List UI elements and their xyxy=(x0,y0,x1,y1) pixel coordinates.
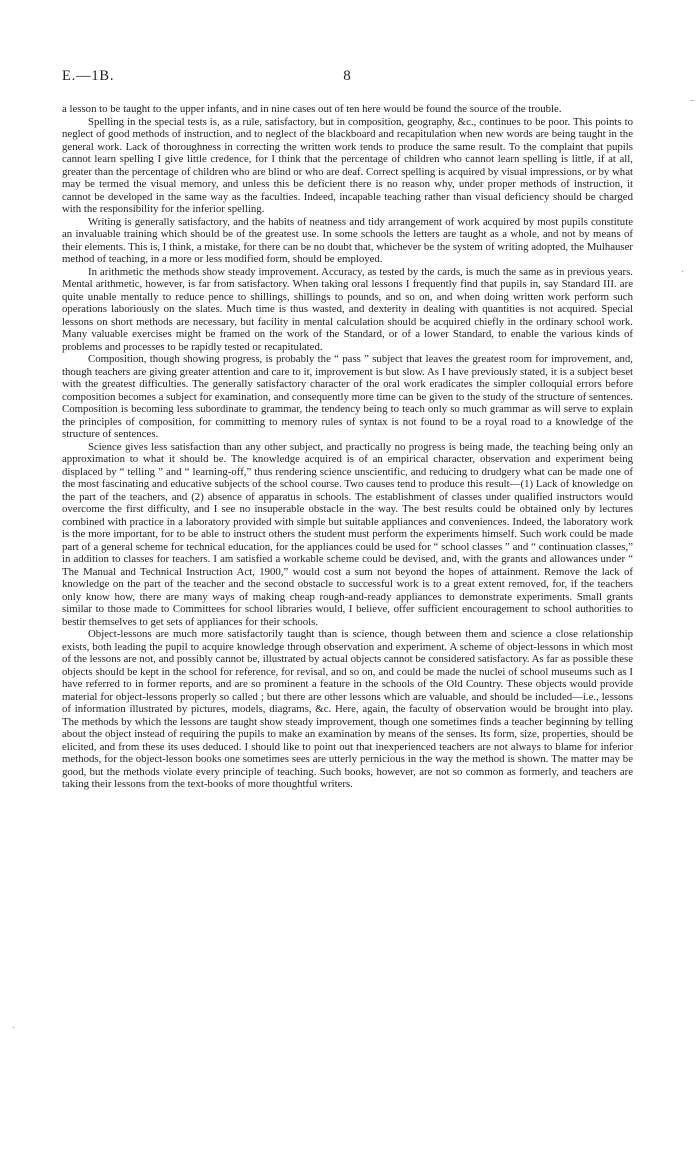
margin-speck: · xyxy=(681,267,685,278)
paragraph-object-lessons: Object-lessons are much more satisfactorily taught than is science, though between them and science a close relationship exists, both leading the pupil to acquire knowledge through observation and experiment. A scheme of object-lessons in which most of the lessons are not, and possibly cannot be, illustrated by actual objects cannot be considered satisfactory. As far as possible these objects should be kept in the school for reference, for revisal, and so on, and could be made the nuclei of school museums such as I have referred to in former reports, and are so prominent a feature in the schools of the Old Country. These objects would provide material for object-lessons properly so called ; but there are other lessons which are valuable, and should be included—i.e., lessons of information illustrated by pictures, models, diagrams, &c. Here, again, the faculty of observation would be brought into play. The methods by which the lessons are taught show steady improvement, though one sometimes finds a teacher beginning by telling about the object instead of requiring the pupils to make an examination by means of the senses. Its form, size, properties, should be elicited, and from these its uses deduced. I should like to point out that inexperienced teachers are not always to blame for inferior methods, for the object-lesson books one sometimes sees are utterly pernicious in the way the method is shown. The matter may be good, but the methods violate every principle of teaching. Such books, however, are not so common as formerly, and teachers are taking their lessons from the text-books of more thoughtful writers. xyxy=(62,628,633,790)
paragraph-spelling: Spelling in the special tests is, as a rule, satisfactory, but in composition, geography, &c., continues to be poor. This points to neglect of good methods of instruction, and to neglect of the blackboard and recapitulation when new words are being taught in the general work. Lack of thoroughness in correcting the written work tends to produce the same result. To the complaint that pupils cannot learn spelling I give little credence, for I think that the percentage of children who cannot learn spelling is little, if at all, greater than the percentage of children who are blind or who are deaf. Correct spelling is acquired by visual impressions, or by what may be termed the visual memory, and unless this be deficient there is no reason why, under proper methods of instruction, it cannot be developed in the same way as the faculties. Indeed, incapable teaching rather than visual deficiency should be charged with the responsibility for the inferior spelling. xyxy=(62,115,633,215)
paragraph-continuation: a lesson to be taught to the upper infants, and in nine cases out of ten here would be found the source of the trouble. xyxy=(62,103,562,115)
page-header xyxy=(62,68,632,90)
page-number: 8 xyxy=(343,68,351,84)
paragraph-arithmetic: In arithmetic the methods show steady improvement. Accuracy, as tested by the cards, is much the same as in previous years. Mental arithmetic, however, is far from satisfactory. When taking oral lessons I frequently find that pupils in, say Standard III. are quite unable mentally to reduce pence to shillings, shillings to pounds, and so on, and when doing written work perform such operations laboriously on the slates. Much time is thus wasted, and dexterity in dealing with quantities is not acquired. Special lessons on short methods are necessary, but facility in mental calculation should be acquired chiefly in the ordinary school work. Many valuable exercises might be framed on the work of the Standard, or of a lower Standard, to enable the various kinds of problems and processes to be rapidly tested or recapitulated. xyxy=(62,265,633,353)
margin-speck: – xyxy=(690,95,695,106)
paragraph-composition: Composition, though showing progress, is probably the “ pass ” subject that leaves the greatest room for improvement, and, though teachers are giving greater attention and care to it, improvement is but slow. As I have previously stated, it is a subject beset with the greatest difficulties. The generally satisfactory character of the oral work eradicates the simpler colloquial errors before composition becomes a subject for examination, and consequently more time can be given to the study of the structure of sentences. Composition is becoming less subordinate to grammar, the tendency being to teach only so much grammar as will serve to explain the principles of composition, for committing to memory rules of syntax is not found to be a royal road to a knowledge of the structure of sentences. xyxy=(62,353,633,440)
paragraph-science: Science gives less satisfaction than any other subject, and practically no progress is being made, the teaching being only an approximation to what it should be. The knowledge acquired is of an empirical character, observation and experiment being displaced by “ telling ” and “ learning-off,” thus rendering science unscientific, and reducing to drudgery what can be made one of the most fascinating and educative subjects of the school course. Two causes tend to produce this result—(1) Lack of knowledge on the part of the teachers, and (2) absence of apparatus in schools. The establishment of classes under qualified instructors would overcome the first difficulty, and I see no insuperable obstacle in the way. The best results could be obtained only by lectures combined with practice in a laboratory provided with simple but suitable appliances and conveniences. Indeed, the laboratory work is the more important, for to be able to instruct others the student must perform the experiments himself. Such work could be made part of a general scheme for technical education, for the appliances could be used for “ school classes ” and “ continuation classes,” in addition to classes for teachers. I am satisfied a workable scheme could be devised, and, with the grants and allowances under “ The Manual and Technical Instruction Act, 1900,” would cost a sum not beyond the hopes of attainment. Remove the lack of knowledge on the part of the teacher and the second obstacle to successful work is to a great extent removed, for, if the teachers only know how, there are many ways of making cheap rough-and-ready appliances to demonstrate experiments. Small grants similar to those made to Committees for school libraries would, I believe, offer sufficient encouragement to school authorities to bestir themselves to get sets of appliances for their schools. xyxy=(62,440,633,628)
paragraph-writing: Writing is generally satisfactory, and the habits of neatness and tidy arrangement of work acquired by most pupils constitute an invaluable training which should be of the greatest use. In some schools the letters are taught as a whole, and not by means of their elements. This is, I think, a mistake, for there can be no doubt that, whichever be the system of writing adopted, the Mulhauser method of teaching, in a more or less modified form, should be employed. xyxy=(62,215,633,265)
document-reference: E.—1B. xyxy=(62,68,115,84)
margin-speck: · xyxy=(12,1023,16,1034)
body-text xyxy=(62,103,633,791)
